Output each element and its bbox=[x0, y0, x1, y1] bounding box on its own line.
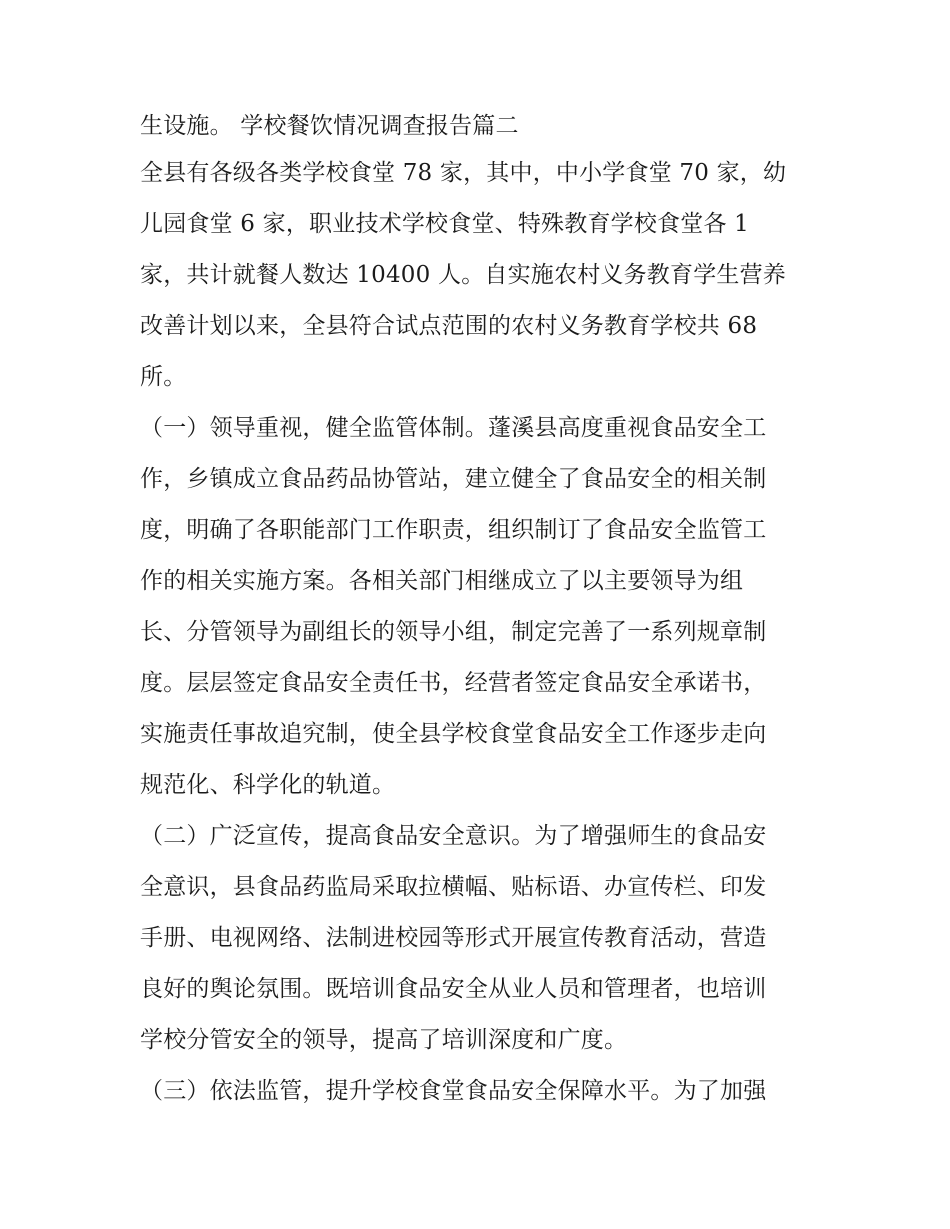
text-line-17: 手册、电视网络、法制进校园等形式开展宣传教育活动，营造 bbox=[140, 925, 767, 951]
text-line-14: 规范化、科学化的轨道。 bbox=[140, 772, 396, 798]
text-line-15: （二）广泛宣传，提高食品安全意识。为了增强师生的食品安 bbox=[140, 823, 767, 849]
text-line-4: 家，共计就餐人数达 10400 人。自实施农村义务教育学生营养 bbox=[140, 262, 786, 288]
text-line-8: 作，乡镇成立食品药品协管站，建立健全了食品安全的相关制 bbox=[140, 466, 767, 492]
text-line-16: 全意识，县食品药监局采取拉横幅、贴标语、办宣传栏、印发 bbox=[140, 874, 767, 900]
text-line-6: 所。 bbox=[140, 364, 187, 390]
text-line-7: （一）领导重视，健全监管体制。蓬溪县高度重视食品安全工 bbox=[140, 415, 767, 441]
text-line-3: 儿园食堂 6 家，职业技术学校食堂、特殊教育学校食堂各 1 bbox=[140, 211, 749, 237]
text-line-2: 全县有各级各类学校食堂 78 家，其中，中小学食堂 70 家，幼 bbox=[140, 160, 787, 186]
text-line-10: 作的相关实施方案。各相关部门相继成立了以主要领导为组 bbox=[140, 568, 744, 594]
text-line-1: 生设施。 学校餐饮情况调查报告篇二 bbox=[140, 113, 519, 139]
text-line-11: 长、分管领导为副组长的领导小组，制定完善了一系列规章制 bbox=[140, 619, 767, 645]
text-line-20: （三）依法监管，提升学校食堂食品安全保障水平。为了加强 bbox=[140, 1078, 767, 1104]
document-body bbox=[140, 104, 820, 1117]
text-line-12: 度。层层签定食品安全责任书，经营者签定食品安全承诺书， bbox=[140, 670, 767, 696]
text-line-5: 改善计划以来，全县符合试点范围的农村义务教育学校共 68 bbox=[140, 313, 758, 339]
text-line-18: 良好的舆论氛围。既培训食品安全从业人员和管理者，也培训 bbox=[140, 976, 767, 1002]
text-line-19: 学校分管安全的领导，提高了培训深度和广度。 bbox=[140, 1027, 628, 1053]
text-line-9: 度，明确了各职能部门工作职责，组织制订了食品安全监管工 bbox=[140, 517, 767, 543]
text-line-13: 实施责任事故追究制，使全县学校食堂食品安全工作逐步走向 bbox=[140, 721, 767, 747]
